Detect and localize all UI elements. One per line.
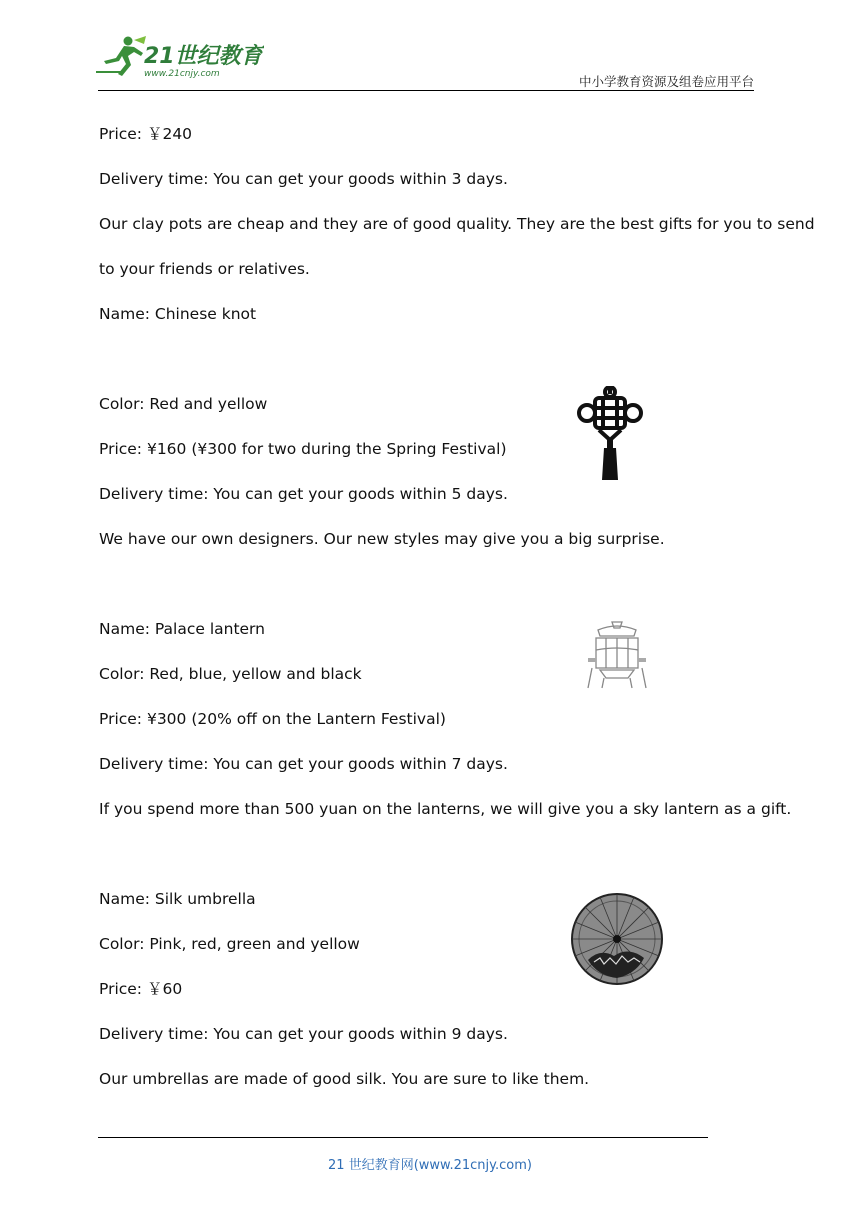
lantern-price: Price: ¥300 (20% off on the Lantern Festival) bbox=[99, 710, 446, 728]
knot-price: Price: ¥160 (¥300 for two during the Spring Festival) bbox=[99, 440, 507, 458]
logo-url: www.21cnjy.com bbox=[144, 69, 220, 79]
runner-logo-icon bbox=[96, 36, 146, 76]
site-logo bbox=[94, 34, 264, 80]
lantern-description: If you spend more than 500 yuan on the lanterns, we will give you a sky lantern as a gift. bbox=[99, 800, 792, 818]
lantern-delivery: Delivery time: You can get your goods within 7 days. bbox=[99, 755, 508, 773]
silk-umbrella-icon bbox=[570, 892, 664, 986]
umbrella-description: Our umbrellas are made of good silk. You are sure to like them. bbox=[99, 1070, 590, 1088]
header-tagline: 中小学教育资源及组卷应用平台 bbox=[578, 74, 754, 89]
lantern-name: Name: Palace lantern bbox=[99, 620, 265, 638]
umbrella-name: Name: Silk umbrella bbox=[99, 890, 256, 908]
knot-delivery: Delivery time: You can get your goods within 5 days. bbox=[99, 485, 508, 503]
palace-lantern-icon bbox=[584, 620, 650, 690]
footer-divider bbox=[98, 1137, 708, 1138]
knot-color: Color: Red and yellow bbox=[99, 395, 268, 413]
chinese-knot-icon bbox=[573, 386, 647, 482]
footer-link[interactable]: 21 世纪教育网(www.21cnjy.com) bbox=[328, 1158, 532, 1173]
clay-pot-description: Our clay pots are cheap and they are of good quality. They are the best gifts for you to send bbox=[99, 215, 815, 233]
umbrella-delivery: Delivery time: You can get your goods within 9 days. bbox=[99, 1025, 508, 1043]
knot-name: Name: Chinese knot bbox=[99, 305, 257, 323]
umbrella-color: Color: Pink, red, green and yellow bbox=[99, 935, 360, 953]
knot-description: We have our own designers. Our new styles may give you a big surprise. bbox=[99, 530, 665, 548]
umbrella-price: Price: ￥60 bbox=[99, 980, 183, 998]
header-divider bbox=[98, 90, 754, 91]
lantern-color: Color: Red, blue, yellow and black bbox=[99, 665, 362, 683]
logo-text: 21世纪教育 bbox=[144, 44, 263, 69]
clay-pot-price: Price: ￥240 bbox=[99, 125, 193, 143]
clay-pot-description-cont: to your friends or relatives. bbox=[99, 260, 310, 278]
clay-pot-delivery: Delivery time: You can get your goods within 3 days. bbox=[99, 170, 508, 188]
